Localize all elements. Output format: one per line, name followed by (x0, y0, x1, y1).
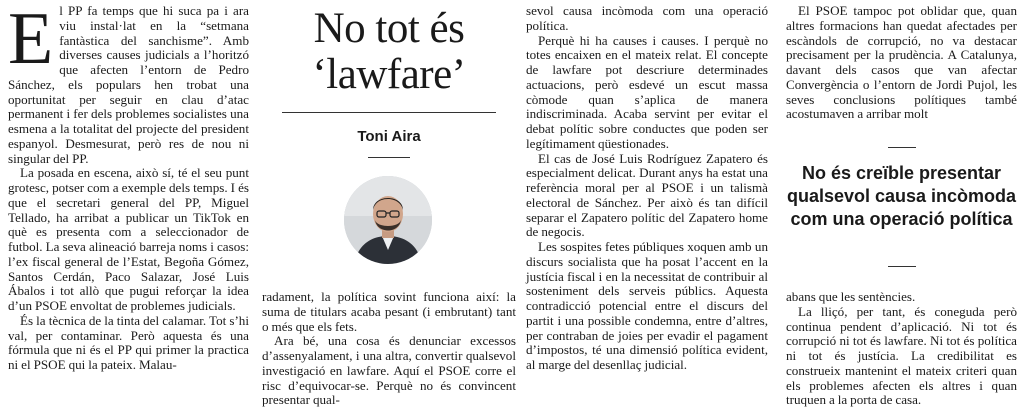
column-4-continued (786, 290, 1017, 408)
column-3 (526, 4, 768, 373)
paragraph-4: radament, la política sovint funciona així: la suma de titulars acaba pesant (i embrutant) tant o més que els fets. (262, 289, 516, 334)
pullquote-rule-bottom (888, 266, 916, 267)
article-title: No tot és ‘lawfare’ (312, 5, 466, 98)
paragraph-3: És la tècnica de la tinta del calamar. Tot s’hi val, per contaminar. Però aquesta és una fórmula que ni és el PP qui primer la practica ni el PSOE qui la pateix. Malau- (8, 312, 249, 372)
column-1 (8, 0, 249, 373)
divider (282, 112, 496, 113)
divider (368, 157, 410, 158)
paragraph-6: sevol causa incòmoda com una operació política. (526, 3, 768, 33)
author-photo (344, 176, 432, 264)
paragraph-2: La posada en escena, això sí, té el seu punt grotesc, potser com a exemple dels temps. I és que el secretari general del PP, Miguel Tellado, ha arribat a publicar un TikTok en què es presenta com a seleccionador de futbol. La seva alineació barreja noms i casos: l’ex fiscal general de l’Estat, Begoña Gómez, Santos Cerdán, Paco Salazar, José Luis Ábalos i tot allò que pugui reforçar la idea d’un PSOE envoltat de problemes judicials. (8, 165, 249, 313)
paragraph-1: El PP fa temps que hi suca pa i ara viu instal·lat en la “setmana fantàstica del sanchisme”. Amb diverses causes judicials a l’horitzó que afecten l’entorn de Pedro Sánchez, els populars hen trobat una oportunitat per seguir en clau d’atac permanent i fer dels problemes socialistes una esmena a la totalitat del projecte del president espanyol. Desmesurat, però res de nou ni singular del PP. (8, 0, 249, 166)
paragraph-12: La lliçó, per tant, és coneguda però continua pendent d’aplicació. Ni tot és corrupció ni tot és lawfare. Ni tot és política ni tot és justícia. La credibilitat es construeix mantenint el mateix criteri quan els problemes afecten els altres i quan truquen a la porta de casa. (786, 303, 1017, 408)
author-name: Toni Aira (357, 128, 421, 145)
column-2 (262, 290, 516, 408)
column-4 (786, 4, 1017, 122)
paragraph-11: abans que les sentències. (786, 289, 916, 304)
paragraph-8: El cas de José Luis Rodríguez Zapatero és especialment delicat. Durant anys ha estat una referència moral per al PSOE i un talismà electoral de Sánchez. Per això és tan difícil separar el Zapatero polític del Zapatero home de negocis. (526, 150, 768, 240)
portrait-image (344, 176, 432, 264)
pullquote-rule-top (888, 147, 916, 148)
paragraph-7: Perquè hi ha causes i causes. I perquè no totes encaixen en el mateix relat. El concepte de lawfare pot descriure determinades actuacions, però esdevé un escut massa còmode quan s’aplica de manera indiscriminada. Acaba servint per evitar el debat polític sobre conductes que poden ser legítimament qüestionades. (526, 32, 768, 151)
center-column (262, 0, 516, 408)
pullquote: No és creïble presentar qualsevol causa incòmoda com una operació política (786, 163, 1017, 229)
paragraph-10: El PSOE tampoc pot oblidar que, quan altres formacions han quedat afectades per escàndols de corrupció, no va destacar precisament per la prudència. A Catalunya, davant dels casos que van afectar Convergència o l’entorn de Jordi Pujol, les seves conclusions polítiques també acostumaven a arribar molt (786, 3, 1017, 122)
paragraph-9: Les sospites fetes públiques xoquen amb un discurs socialista que ha posat l’accent en la justícia fiscal i en la necessitat de contribuir al sosteniment dels serveis públics. Aquesta contradicció potencial entre el discurs del partit i una possible condemna, entre d’altres, per contraban de joies per evadir el pagament d’impostos, té una dimensió política evident, al marge del desenllaç judicial. (526, 239, 768, 372)
drop-cap: E (8, 0, 54, 80)
paragraph-5: Ara bé, una cosa és denunciar excessos d’assenyalament, i una altra, convertir qualsevol investigació en lawfare. Aquí el PSOE corre el risc d’equivocar-se. Perquè no és convincent presentar qual- (262, 333, 516, 408)
